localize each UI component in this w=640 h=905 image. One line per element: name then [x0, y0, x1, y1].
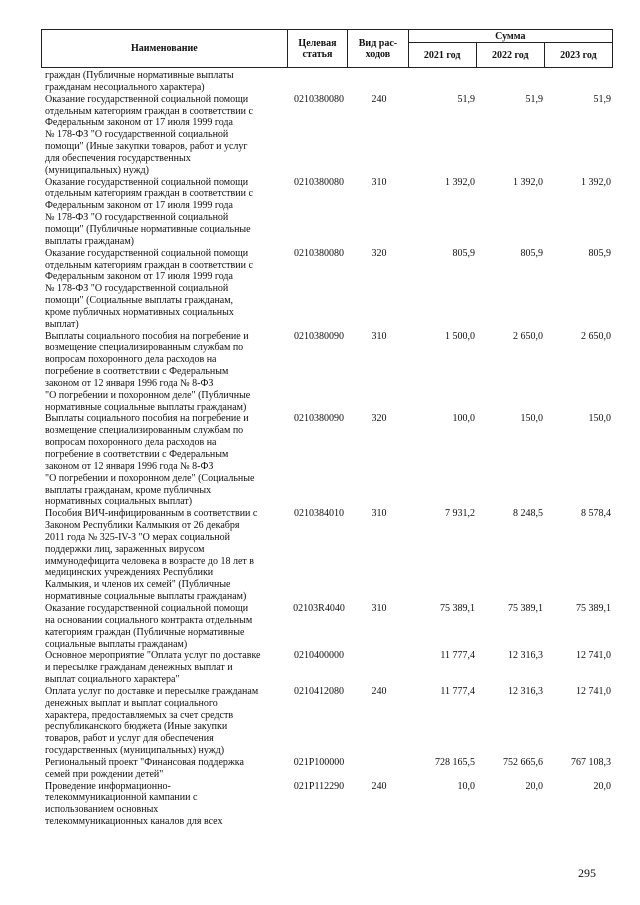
row-sum-2022: 75 389,1 [508, 602, 543, 614]
row-sum-2023: 20,0 [593, 780, 611, 792]
row-sum-2021: 1 500,0 [445, 330, 475, 342]
row-code: 0210380080 [294, 176, 344, 188]
header-year-2021: 2021 год [408, 43, 476, 68]
row-code: 0210380090 [294, 330, 344, 342]
header-year-2023: 2023 год [544, 43, 612, 68]
table-row [41, 177, 613, 248]
row-code: 021P112290 [293, 780, 345, 792]
row-expense-type: 310 [371, 508, 387, 520]
row-name: Оказание государственной социальной помощи отдельным категориям граждан в соответствии с Федеральным законом от 17 июля 1999 года № 178-ФЗ "О государственной социальной помощи" (Публичные нормативные социальные выплаты гражданам) [45, 176, 253, 247]
row-name: Выплаты социального пособия на погребение и возмещение специализированным службам по вопросам похоронного дела расходов на погребение в соответствии с Федеральным законом от 12 января 1996 года № 8-ФЗ "О погребении и похоронном деле" (Социальные выплаты гражданам, кроме публичных нормативных социальных выплат) [45, 413, 255, 508]
row-sum-2022: 51,9 [525, 93, 543, 105]
row-expense-type: 310 [371, 330, 387, 342]
table-row [41, 413, 613, 508]
row-sum-2022: 2 650,0 [513, 330, 543, 342]
table-row [41, 94, 613, 177]
table-row [41, 686, 613, 757]
row-sum-2021: 11 777,4 [440, 685, 475, 697]
row-name: Выплаты социального пособия на погребение и возмещение специализированным службам по вопросам похоронного дела расходов на погребение в соответствии с Федеральным законом от 12 января 1996 года № 8-ФЗ "О погребении и похоронном деле" (Публичные нормативные социальные выплаты гражданам) [45, 330, 251, 413]
row-sum-2021: 51,9 [457, 93, 475, 105]
header-year-2022: 2022 год [476, 43, 544, 68]
row-expense-type [349, 70, 409, 94]
table-row [41, 70, 613, 94]
row-sum-2022 [477, 70, 545, 94]
header-target-article: Целевая статья [287, 30, 348, 68]
row-code: 0210412080 [294, 685, 344, 697]
row-sum-2022: 752 665,6 [503, 756, 543, 768]
table-row [41, 508, 613, 603]
row-code: 021P100000 [293, 756, 345, 768]
header-name: Наименование [42, 30, 288, 68]
header-expense-type: Вид рас-ходов [348, 30, 408, 68]
row-sum-2021: 7 931,2 [445, 508, 475, 520]
row-code: 0210384010 [294, 508, 344, 520]
row-sum-2023: 2 650,0 [581, 330, 611, 342]
row-sum-2022: 8 248,5 [513, 508, 543, 520]
row-name: Оплата услуг по доставке и пересылке гражданам денежных выплат и выплат социального характера, предоставляемых за счет средств республиканского бюджета (Иные закупки товаров, работ и услуг для обеспечения государственных (муниципальных) нужд) [45, 685, 259, 757]
row-name: Основное мероприятие "Оплата услуг по доставке и пересылке гражданам денежных выплат и выплат социального характера" [45, 650, 261, 686]
row-expense-type: 240 [371, 685, 387, 697]
row-expense-type: 320 [371, 413, 387, 425]
row-sum-2021: 10,0 [457, 780, 475, 792]
row-expense-type: 240 [371, 780, 387, 792]
row-name: Региональный проект "Финансовая поддержка семей при рождении детей" [45, 756, 244, 780]
row-code: 0210380080 [294, 93, 344, 105]
row-code: 0210380080 [294, 247, 344, 259]
row-sum-2022: 20,0 [525, 780, 543, 792]
row-sum-2023: 805,9 [588, 247, 611, 259]
row-sum-2023: 8 578,4 [581, 508, 611, 520]
row-sum-2022: 150,0 [520, 413, 543, 425]
table-row [41, 331, 613, 414]
row-sum-2021: 728 165,5 [435, 756, 475, 768]
table-row [41, 781, 613, 828]
row-expense-type: 310 [371, 176, 387, 188]
row-name: Оказание государственной социальной помощи отдельным категориям граждан в соответствии с Федеральным законом от 17 июля 1999 года № 178-ФЗ "О государственной социальной помощи" (Социальные выплаты гражданам, кроме публичных нормативных социальных выплат) [45, 247, 253, 330]
row-sum-2023: 12 741,0 [576, 685, 611, 697]
row-name: граждан (Публичные нормативные выплаты гражданам несоциального характера) [45, 70, 234, 93]
row-sum-2023: 150,0 [588, 413, 611, 425]
table-row [41, 650, 613, 686]
row-name: Проведение информационно- телекоммуникационной кампании с использованием основных телекоммуникационных каналов для всех [45, 780, 223, 828]
row-expense-type: 310 [371, 602, 387, 614]
row-sum-2022: 12 316,3 [508, 685, 543, 697]
row-expense-type [349, 650, 409, 686]
row-name: Пособия ВИЧ-инфицированным в соответствии с Законом Республики Калмыкия от 26 декабря 2011 года № 325-IV-З "О мерах социальной поддержки лиц, зараженных вирусом иммунодефицита человека в возрасте до 18 лет в медицинских учреждениях Республики Калмыкия, и членов их семей" (Публичные нормативные социальные выплаты гражданам) [45, 508, 258, 603]
table-row [41, 248, 613, 331]
row-sum-2023: 12 741,0 [576, 650, 611, 662]
row-sum-2021: 805,9 [452, 247, 475, 259]
row-sum-2022: 805,9 [520, 247, 543, 259]
row-code: 02103R4040 [293, 602, 345, 614]
row-sum-2021: 100,0 [452, 413, 475, 425]
row-expense-type: 240 [371, 93, 387, 105]
row-sum-2021 [409, 70, 477, 94]
table-header [41, 29, 613, 68]
row-sum-2023: 51,9 [593, 93, 611, 105]
row-code: 0210400000 [294, 650, 344, 662]
row-sum-2021: 1 392,0 [445, 176, 475, 188]
table-body [41, 70, 613, 828]
row-sum-2021: 11 777,4 [440, 650, 475, 662]
row-sum-2022: 1 392,0 [513, 176, 543, 188]
row-sum-2023: 75 389,1 [576, 602, 611, 614]
page-number: 295 [578, 866, 596, 880]
header-sum: Сумма [408, 30, 612, 43]
row-name: Оказание государственной социальной помощи отдельным категориям граждан в соответствии с Федеральным законом от 17 июля 1999 года № 178-ФЗ "О государственной социальной помощи" (Иные закупки товаров, работ и услуг для обеспечения государственных (муниципальных) нужд) [45, 93, 253, 176]
table-row [41, 603, 613, 650]
row-sum-2023 [545, 70, 613, 94]
row-sum-2023: 1 392,0 [581, 176, 611, 188]
row-code [289, 70, 349, 94]
row-code: 0210380090 [294, 413, 344, 425]
row-sum-2021: 75 389,1 [440, 602, 475, 614]
row-name: Оказание государственной социальной помощи на основании социального контракта отдельным категориям граждан (Публичные нормативные социальные выплаты гражданам) [45, 602, 253, 650]
row-expense-type [349, 757, 409, 781]
row-sum-2023: 767 108,3 [571, 756, 611, 768]
table-row [41, 757, 613, 781]
row-expense-type: 320 [371, 247, 387, 259]
row-sum-2022: 12 316,3 [508, 650, 543, 662]
